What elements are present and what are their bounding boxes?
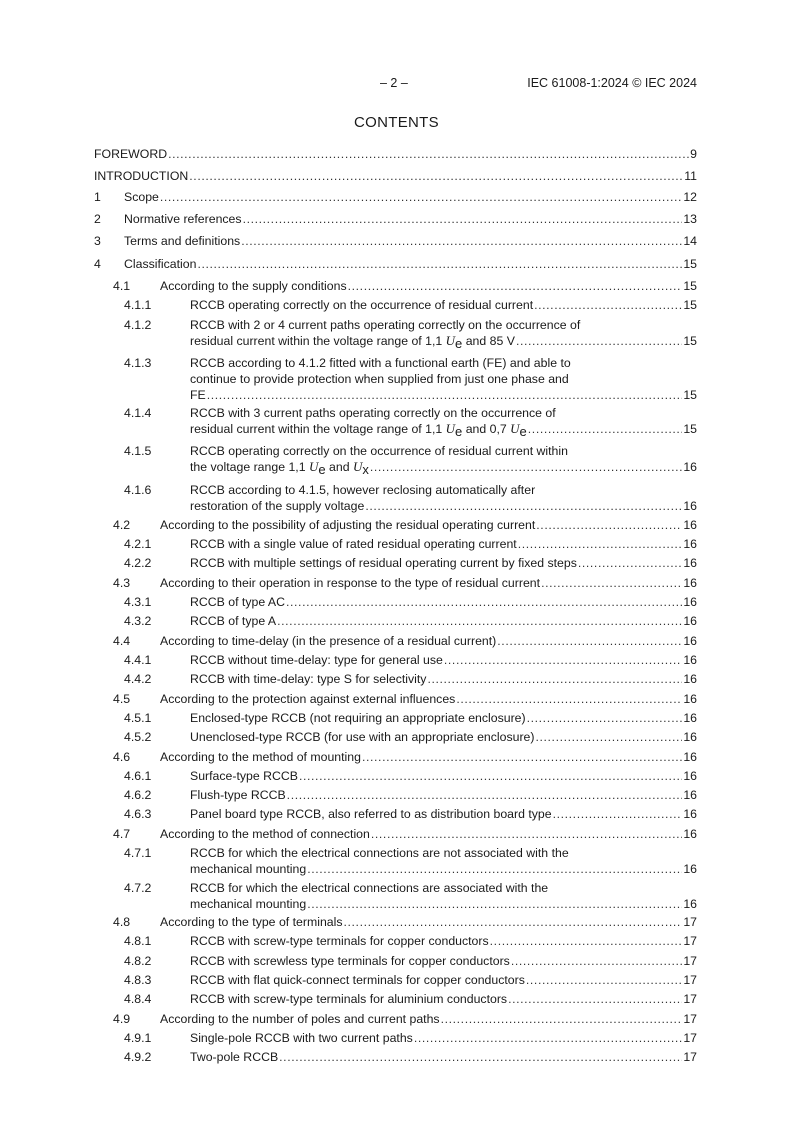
toc-entry-title: According to the method of connection [160, 827, 370, 841]
dot-leader [277, 613, 682, 629]
toc-entry-page: 16 [683, 576, 697, 590]
dot-leader [307, 861, 682, 877]
toc-entry-number: 4.3 [113, 576, 131, 590]
voltage-symbol: U [352, 459, 363, 474]
toc-entry-title: RCCB according to 4.1.5, however reclosing automatically after [190, 483, 536, 497]
toc-entry-title: Terms and definitions [124, 234, 241, 248]
dot-leader [241, 233, 682, 249]
toc-entry-page: 17 [683, 1012, 697, 1026]
toc-entry-page: 17 [683, 1031, 697, 1045]
toc-entry-number: 4.9 [113, 1012, 131, 1026]
toc-entry-title: RCCB with screw-type terminals for aluminium conductors [190, 992, 508, 1006]
dot-leader [160, 189, 682, 205]
toc-entry-title: According to the method of mounting [160, 750, 361, 764]
voltage-symbol: U [308, 459, 319, 474]
toc-entry-page: 16 [683, 788, 697, 802]
toc-entry-page: 11 [684, 169, 697, 183]
toc-entry-title: According to time-delay (in the presence of a residual current) [160, 634, 497, 648]
toc-entry-number: 4.5.1 [124, 711, 152, 725]
toc-entry-title: RCCB according to 4.1.2 fitted with a functional earth (FE) and able to [190, 356, 571, 370]
toc-entry-number: 4.9.1 [124, 1031, 152, 1045]
dot-leader [535, 729, 682, 745]
dot-leader [528, 421, 683, 437]
toc-entry-number: 4.1.5 [124, 444, 152, 458]
toc-entry-page: 15 [683, 298, 697, 312]
toc-entry-page: 17 [683, 934, 697, 948]
dot-leader [518, 536, 683, 552]
toc-entry-title: Scope [124, 190, 159, 204]
toc-entry-number: 4.8.2 [124, 954, 152, 968]
page-title: CONTENTS [354, 114, 439, 131]
toc-entry-number: 4.4 [113, 634, 131, 648]
toc-entry-number: 4.1.2 [124, 318, 152, 332]
toc-entry-page: 17 [683, 1050, 697, 1064]
dot-leader [344, 914, 683, 930]
toc-entry-title: mechanical mounting [190, 897, 307, 911]
toc-entry-number: 4.2.2 [124, 556, 152, 570]
dot-leader [441, 1011, 683, 1027]
toc-entry-number: 4.1.3 [124, 356, 152, 370]
toc-entry-title: RCCB with multiple settings of residual operating current by fixed steps [190, 556, 577, 570]
toc-entry-number: 4.8 [113, 915, 131, 929]
toc-entry-page: 15 [683, 279, 697, 293]
toc-entry-number: 4.7.2 [124, 881, 152, 895]
dot-leader [362, 749, 682, 765]
toc-entry-number: 2 [94, 212, 101, 226]
voltage-subscript: e [318, 462, 326, 477]
toc-entry-page: 16 [683, 460, 697, 474]
toc-entry-number: 4.2 [113, 518, 131, 532]
toc-entry-number: 4.2.1 [124, 537, 152, 551]
dot-leader [189, 168, 683, 184]
toc-entry-title: residual current within the voltage range of 1,1 Ue and 0,7 Ue [190, 421, 527, 439]
toc-entry-page: 16 [683, 518, 697, 532]
toc-entry-page: 16 [683, 827, 697, 841]
toc-entry-title: Enclosed-type RCCB (not requiring an appropriate enclosure) [190, 711, 526, 725]
toc-entry-title: RCCB with flat quick-connect terminals for copper conductors [190, 973, 525, 987]
dot-leader [497, 633, 682, 649]
toc-entry-page: 13 [683, 212, 697, 226]
dot-leader [299, 768, 682, 784]
toc-entry-page: 16 [683, 711, 697, 725]
voltage-subscript: e [519, 424, 527, 439]
toc-entry-title: FE [190, 388, 206, 402]
dot-leader [287, 787, 683, 803]
toc-entry-title: INTRODUCTION [94, 169, 189, 183]
toc-entry-page: 12 [683, 190, 697, 204]
toc-entry-title: RCCB for which the electrical connections are associated with the [190, 881, 549, 895]
voltage-symbol: U [445, 421, 456, 436]
toc-entry-number: 4.6.3 [124, 807, 152, 821]
toc-entry-number: 4.3.2 [124, 614, 152, 628]
toc-entry-title: Flush-type RCCB [190, 788, 286, 802]
dot-leader [371, 826, 682, 842]
toc-entry-title: RCCB with time-delay: type S for selectivity [190, 672, 427, 686]
toc-entry-title: Two-pole RCCB [190, 1050, 279, 1064]
toc-entry-page: 15 [683, 334, 697, 348]
toc-entry-page: 16 [683, 537, 697, 551]
toc-entry-number: 4.6 [113, 750, 131, 764]
voltage-subscript: x [362, 462, 369, 477]
toc-entry-page: 15 [683, 257, 697, 271]
toc-entry-title: residual current within the voltage range of 1,1 Ue and 85 V [190, 333, 515, 351]
toc-entry-title: Surface-type RCCB [190, 769, 298, 783]
toc-entry-title: RCCB without time-delay: type for general use [190, 653, 443, 667]
dot-leader [370, 459, 682, 475]
voltage-symbol: U [445, 333, 456, 348]
dot-leader [534, 297, 682, 313]
toc-entry-title: RCCB of type A [190, 614, 277, 628]
toc-entry-page: 16 [683, 862, 697, 876]
voltage-symbol: U [510, 421, 520, 436]
toc-entry-number: 4.6.1 [124, 769, 152, 783]
toc-entry-number: 4 [94, 257, 101, 271]
toc-entry-number: 4.5 [113, 692, 131, 706]
dot-leader [578, 555, 682, 571]
toc-entry-page: 16 [683, 556, 697, 570]
toc-entry-title: RCCB for which the electrical connections are not associated with the [190, 846, 569, 860]
toc-entry-page: 17 [683, 973, 697, 987]
dot-leader [427, 671, 682, 687]
toc-entry-title: continue to provide protection when supplied from just one phase and [190, 372, 569, 386]
toc-entry-page: 16 [683, 672, 697, 686]
dot-leader [365, 498, 682, 514]
toc-entry-number: 4.3.1 [124, 595, 152, 609]
toc-entry-page: 16 [683, 692, 697, 706]
toc-entry-title: Normative references [124, 212, 242, 226]
dot-leader [207, 387, 683, 403]
toc-entry-page: 16 [683, 653, 697, 667]
dot-leader [243, 211, 683, 227]
toc-entry-title: Single-pole RCCB with two current paths [190, 1031, 413, 1045]
toc-entry-title: RCCB operating correctly on the occurrence of residual current [190, 298, 534, 312]
dot-leader [279, 1049, 682, 1065]
dot-leader [527, 710, 683, 726]
toc-entry-page: 17 [683, 992, 697, 1006]
toc-entry-page: 15 [683, 422, 697, 436]
toc-entry-title: Classification [124, 257, 197, 271]
toc-entry-title: RCCB of type AC [190, 595, 285, 609]
toc-entry-title: RCCB with a single value of rated residual operating current [190, 537, 517, 551]
toc-entry-page: 14 [683, 234, 697, 248]
toc-entry-page: 16 [683, 614, 697, 628]
toc-entry-title: FOREWORD [94, 147, 168, 161]
toc-entry-number: 4.1.4 [124, 406, 152, 420]
toc-entry-page: 15 [683, 388, 697, 402]
toc-entry-title: According to the type of terminals [160, 915, 343, 929]
toc-entry-page: 16 [683, 769, 697, 783]
toc-entry-number: 4.5.2 [124, 730, 152, 744]
toc-entry-number: 4.6.2 [124, 788, 152, 802]
toc-entry-page: 9 [690, 147, 697, 161]
toc-entry-page: 16 [683, 730, 697, 744]
toc-entry-number: 4.8.4 [124, 992, 152, 1006]
toc-entry-number: 3 [94, 234, 101, 248]
toc-entry-title: RCCB operating correctly on the occurrence of residual current within [190, 444, 568, 458]
toc-entry-page: 16 [683, 807, 697, 821]
toc-entry-number: 4.7 [113, 827, 131, 841]
toc-entry-title: Unenclosed-type RCCB (for use with an appropriate enclosure) [190, 730, 535, 744]
toc-entry-number: 4.7.1 [124, 846, 152, 860]
page-number: – 2 – [380, 76, 408, 90]
dot-leader [444, 652, 682, 668]
toc-entry-title: According to the protection against external influences [160, 692, 456, 706]
toc-entry-page: 16 [683, 750, 697, 764]
toc-entry-title: RCCB with 2 or 4 current paths operating correctly on the occurrence of [190, 318, 581, 332]
toc-entry-page: 16 [683, 595, 697, 609]
toc-entry-number: 4.4.2 [124, 672, 152, 686]
dot-leader [516, 333, 682, 349]
toc-entry-title: According to the number of poles and current paths [160, 1012, 440, 1026]
dot-leader [511, 953, 682, 969]
toc-entry-number: 4.1.6 [124, 483, 152, 497]
toc-entry-page: 16 [683, 897, 697, 911]
toc-entry-title: RCCB with screw-type terminals for copper conductors [190, 934, 489, 948]
toc-entry-number: 4.4.1 [124, 653, 152, 667]
toc-entry-title: the voltage range 1,1 Ue and Ux [190, 459, 369, 477]
toc-entry-number: 4.8.1 [124, 934, 152, 948]
toc-entry-page: 17 [683, 915, 697, 929]
toc-entry-title: According to the supply conditions [160, 279, 347, 293]
document-reference: IEC 61008-1:2024 © IEC 2024 [527, 76, 697, 90]
toc-entry-number: 4.1.1 [124, 298, 152, 312]
toc-entry-title: According to their operation in response to the type of residual current [160, 576, 541, 590]
toc-entry-page: 17 [683, 954, 697, 968]
dot-leader [197, 256, 682, 272]
toc-entry-page: 16 [683, 499, 697, 513]
dot-leader [456, 691, 682, 707]
toc-entry-number: 4.8.3 [124, 973, 152, 987]
dot-leader [536, 517, 682, 533]
dot-leader [553, 806, 683, 822]
dot-leader [307, 896, 682, 912]
dot-leader [414, 1030, 683, 1046]
toc-entry-title: According to the possibility of adjusting the residual operating current [160, 518, 536, 532]
dot-leader [286, 594, 682, 610]
toc-entry-title: RCCB with 3 current paths operating correctly on the occurrence of [190, 406, 556, 420]
toc-entry-page: 16 [683, 634, 697, 648]
dot-leader [348, 278, 683, 294]
dot-leader [490, 933, 683, 949]
dot-leader [526, 972, 682, 988]
toc-entry-title: mechanical mounting [190, 862, 307, 876]
toc-entry-title: Panel board type RCCB, also referred to as distribution board type [190, 807, 552, 821]
voltage-subscript: e [455, 424, 463, 439]
toc-entry-title: restoration of the supply voltage [190, 499, 365, 513]
dot-leader [541, 575, 682, 591]
dot-leader [168, 146, 689, 162]
toc-entry-number: 4.9.2 [124, 1050, 152, 1064]
toc-entry-number: 1 [94, 190, 101, 204]
dot-leader [508, 991, 682, 1007]
toc-entry-title: RCCB with screwless type terminals for copper conductors [190, 954, 510, 968]
toc-entry-number: 4.1 [113, 279, 131, 293]
voltage-subscript: e [455, 336, 463, 351]
